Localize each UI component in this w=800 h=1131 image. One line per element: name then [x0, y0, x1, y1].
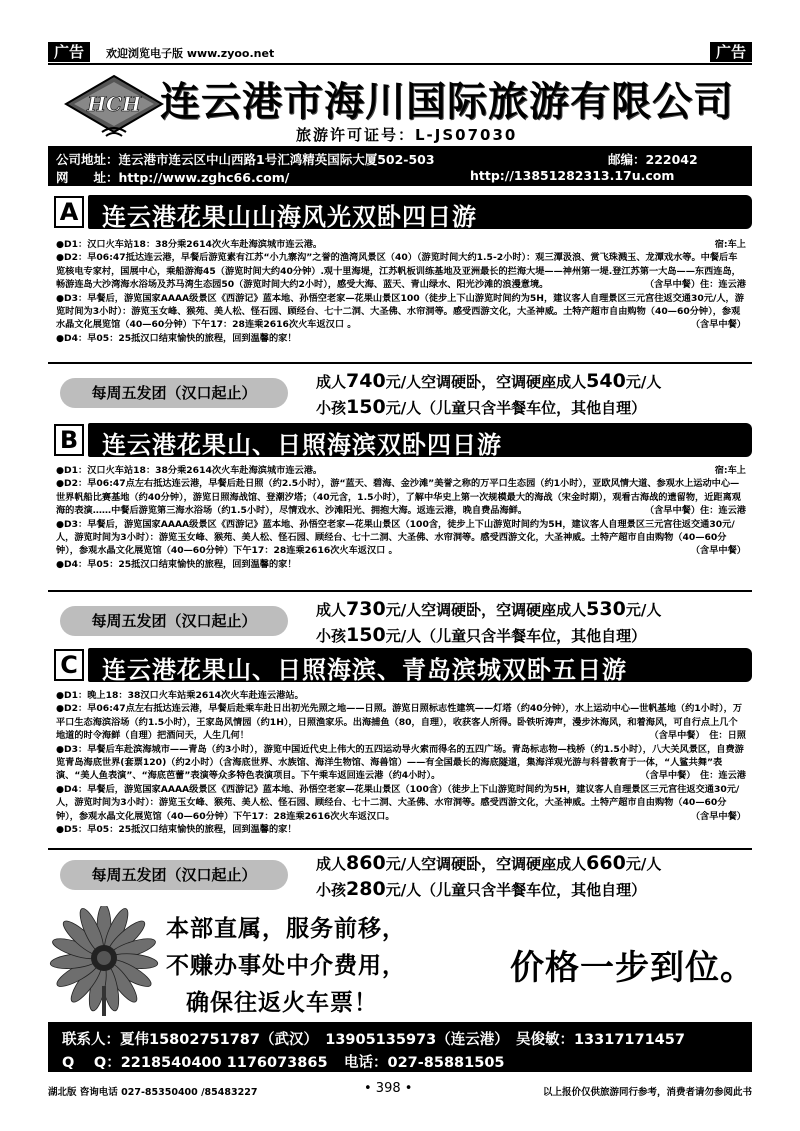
- itinerary-day: 宿:车上 ●D1：汉口火车站18：38分乘2614次火车赴海滨城市连云港。: [56, 465, 746, 476]
- route-a-itinerary: [56, 238, 746, 345]
- slogan-line: 确保往返火车票！: [186, 990, 378, 1016]
- adult-price: 成人730元/人空调硬卧，空调硬座成人530元/人: [316, 598, 662, 620]
- departure-badge: 每周五发团（汉口起止）: [60, 860, 288, 890]
- footer-disclaimer: 以上报价仅供旅游同行参考，消费者请勿参阅此书: [542, 1087, 752, 1098]
- company-address: 公司地址：连云港市连云区中山西路1号汇鸿精英国际大厦502-503: [56, 152, 435, 167]
- website[interactable]: 网 址：http://www.zghc66.com/: [56, 170, 290, 185]
- route-c-itinerary: [56, 689, 746, 836]
- route-b-itinerary: [56, 464, 746, 571]
- route-title-bar: [88, 195, 752, 229]
- company-logo: [64, 74, 164, 138]
- ad-label-right: 广告: [710, 42, 752, 62]
- qq-numbers: Q Q：2218540400 1176073865: [62, 1055, 328, 1071]
- itinerary-day: ●D2：早06:47抵达连云港，早餐后游览素有江苏“小九寨沟”之誉的渔湾风景区（40）（游览时间大约1.5-2小时）：观三潭汲浪、赏飞珠溅玉、龙潭戏水等。中餐后车览核电专家村，国展中心，乘船游海45（游览时间大约40分钟）.观十里海堤，江苏帆板训练基地及亚洲最长的拦海大堤——神州第一堤.登江苏第一大岛——东西连岛，畅游连岛大沙湾海水浴场及苏马湾生态园50（游览时间大约2小时），感受大海、蓝天、青山绿水、阳光沙滩的浪漫意境。 （含早中餐）住：连云港: [56, 252, 746, 291]
- slogan-line: 本部直属，服务前移，: [166, 916, 406, 942]
- itinerary-day: ●D4：早餐后，游览国家AAAA级景区《西游记》蓝本地、孙悟空老家—花果山景区（100含）（徒步上下山游览时间约为5H，建议客人自理景区三元宫往返交通30元/人，游览时间为3小时）：游览玉女峰、猴苑、美人松、怪石园、顾经台、七十二洞、大圣佛、水帘洞等。感受西游文化，大圣神威。土特产超市自由购物（40—60分钟），参观水晶文化展览馆（40—60分钟）下午17：28连乘2616次火车返汉口。 （含早中餐）: [56, 783, 746, 822]
- route-c-price: [48, 848, 752, 906]
- ebook-link[interactable]: 欢迎浏览电子版 www.zyoo.net: [106, 47, 275, 60]
- itinerary-day: 宿:车上 ●D1：汉口火车站18：38分乘2614次火车赴海滨城市连云港。: [56, 239, 746, 250]
- license-number: 旅游许可证号：L-JS07030: [296, 126, 518, 144]
- child-price: 小孩150元/人（儿童只含半餐车位，其他自理）: [316, 624, 647, 646]
- itinerary-day: ●D3：早餐后车赴滨海城市——青岛（约3小时），游览中国近代史上伟大的五四运动导火索而得名的五四广场。青岛标志物—栈桥（约1.5小时），八大关风景区，自费游览青岛海底世界(套票120)（约2小时）（含海底世界、水族馆、海洋生物馆、海兽馆）——有全国最长的海底隧道，集海洋观光游与科普教育于一体，“人鲨共舞”表演、“美人鱼表演”、“海底芭蕾”表演等众多特色表演项目。下午乘车返回连云港（约4小时）。 （含早中餐） 住：连云港: [56, 743, 746, 782]
- route-c-header: [48, 648, 752, 682]
- itinerary-day: ●D2：早06:47点左右抵达连云港，早餐后赴日照（约2.5小时），游“蓝天、碧海、金沙滩”美誉之称的万平口生态园（约1小时），亚欧风情大道、参观水上运动中心—世界帆船比赛基地（约40分钟），游览日照海战馆、登潮汐塔；（40元含，1.5小时），了解中华史上第一次规模最大的海战（宋金时期），观看古海战的遗留物，近距离观海的表演……中餐后游览第三海水浴场（约1.5小时），尽情戏水、沙滩阳光、拥抱大海。返连云港，晚自费品海鲜。 （含早中餐）住：连云港: [56, 478, 746, 517]
- postcode: 邮编：222042: [608, 152, 698, 167]
- route-title: 连云港花果山、日照海滨双卧四日游: [102, 431, 502, 459]
- company-name: 连云港市海川国际旅游有限公司: [160, 79, 734, 125]
- route-a-header: [48, 195, 752, 229]
- route-letter: C: [54, 649, 84, 681]
- page-number: • 398 •: [364, 1081, 413, 1096]
- slogan-line: 不赚办事处中介费用，: [166, 953, 406, 979]
- route-b-header: [48, 423, 752, 457]
- itinerary-day: ●D3：早餐后，游览国家AAAA级景区《西游记》蓝本地、孙悟空老家—花果山景区（100含，徒步上下山游览时间约为5H，建议客人自理景区三元宫往返交通30元/人，游览时间为3小时）：游览玉女峰、猴苑、美人松、怪石园、顾经台、七十二洞、大圣佛、水帘洞等。感受西游文化，大圣神威。土特产超市自由购物（40—60分钟），参观水晶文化展览馆（40—60分钟）下午17：28连乘2616次火车返汉口 。 （含早中餐）: [56, 518, 746, 557]
- website-secondary[interactable]: http://13851282313.17u.com: [470, 168, 675, 183]
- route-b-price: [48, 594, 752, 652]
- top-bar: [48, 40, 752, 64]
- contact-persons: 联系人：夏伟15802751787（武汉） 13905135973（连云港） 吴俊敏：13317171457: [62, 1032, 685, 1048]
- divider: [48, 63, 752, 65]
- child-price: 小孩280元/人（儿童只含半餐车位，其他自理）: [316, 878, 647, 900]
- divider: [48, 362, 752, 364]
- itinerary-day: ●D2：早06:47点左右抵达连云港，早餐后赴乘车赴日出初光先照之地——日照。游览日照标志性建筑——灯塔（约40分钟），水上运动中心—世帆基地（约1小时），万平口生态海滨浴场（约1.5小时），王家岛风情园（约1H），日照渔家乐。出海捕鱼（80，自理），收获客人所得。卧铁听涛声，漫步沐海风，和着海风，可自行点上几个地道的时令海鲜（自理）把酒问天，人生几何！ （含早中餐） 住：日照: [56, 703, 746, 742]
- slogan-highlight: 价格一步到位。: [510, 948, 755, 988]
- route-letter: A: [54, 196, 84, 228]
- departure-badge: 每周五发团（汉口起止）: [60, 606, 288, 636]
- itinerary-day: ●D1：晚上18：38汉口火车站乘2614次火车赴连云港站。: [56, 690, 304, 701]
- flower-icon: [48, 906, 168, 1016]
- divider: [48, 590, 752, 592]
- route-letter: B: [54, 424, 84, 456]
- ad-label-left: 广告: [48, 42, 90, 62]
- itinerary-day: ●D5：早05：25抵汉口结束愉快的旅程，回到温馨的家！: [56, 824, 297, 836]
- itinerary-day: ●D4：早05：25抵汉口结束愉快的旅程，回到温馨的家！: [56, 332, 297, 344]
- route-title: 连云港花果山山海风光双卧四日游: [102, 203, 477, 231]
- adult-price: 成人860元/人空调硬卧，空调硬座成人660元/人: [316, 852, 662, 874]
- contact-band: [48, 1022, 752, 1072]
- itinerary-day: ●D4：早05：25抵汉口结束愉快的旅程，回到温馨的家！: [56, 558, 297, 570]
- company-contact-band: [48, 146, 752, 186]
- adult-price: 成人740元/人空调硬卧，空调硬座成人540元/人: [316, 370, 662, 392]
- child-price: 小孩150元/人（儿童只含半餐车位，其他自理）: [316, 396, 647, 418]
- route-a-price: [48, 366, 752, 424]
- phone-number: 电话：027-85881505: [344, 1055, 505, 1071]
- route-title-bar: [88, 648, 752, 682]
- footer-hotline: 湖北版 咨询电话 027-85350400 /85483227: [48, 1087, 258, 1098]
- page: [48, 40, 755, 1102]
- itinerary-day: ●D3：早餐后，游览国家AAAA级景区《西游记》蓝本地、孙悟空老家—花果山景区100（徒步上下山游览时间约为5H，建议客人自理景区三元宫往返交通30元/人，游览时间为3小时）：游览玉女峰、猴苑、美人松、怪石园、顾经台、七十二洞、大圣佛、水帘洞等。感受西游文化，大圣神威。土特产超市自由购物（40—60分钟），参观水晶文化展览馆（40—60分钟）下午17：28连乘2616次火车返汉口 。 （含早中餐）: [56, 292, 746, 331]
- page-footer: [48, 1080, 752, 1100]
- route-title-bar: [88, 423, 752, 457]
- departure-badge: 每周五发团（汉口起止）: [60, 378, 288, 408]
- route-title: 连云港花果山、日照海滨、青岛滨城双卧五日游: [102, 656, 627, 684]
- logo-text: HCH: [87, 92, 141, 116]
